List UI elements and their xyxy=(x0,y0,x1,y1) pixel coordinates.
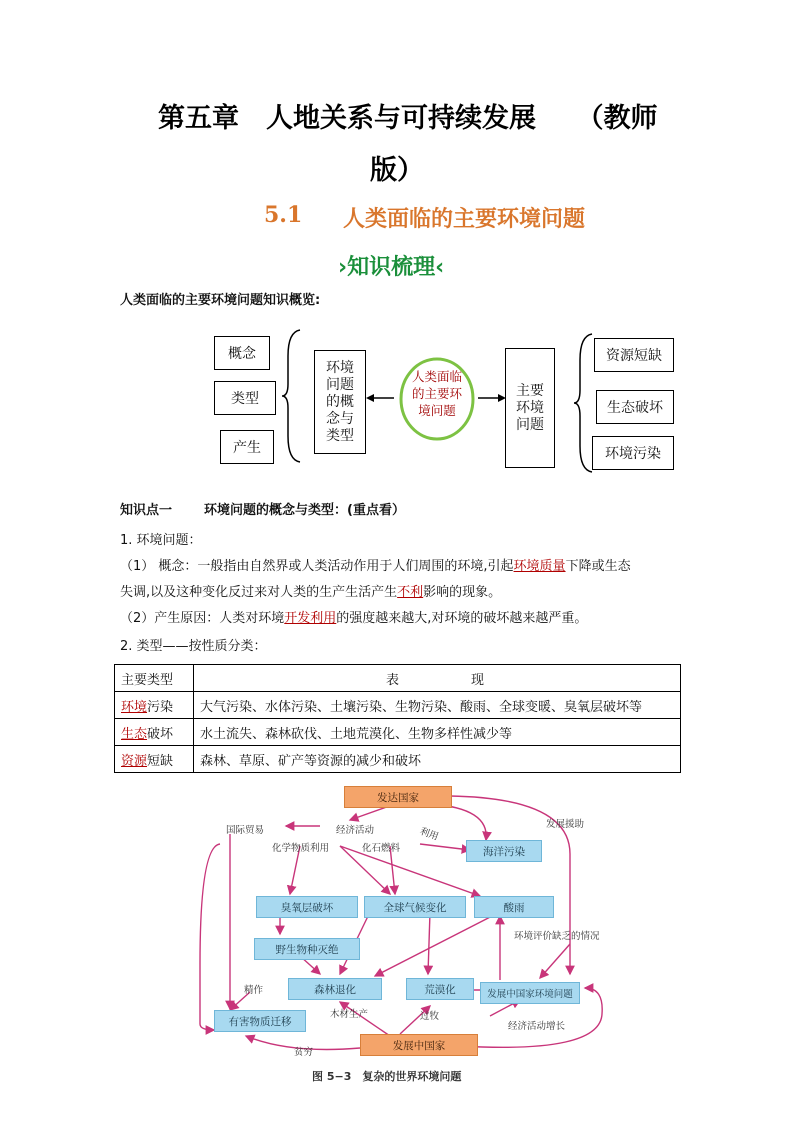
fig-node-developing: 发展中国家 xyxy=(360,1034,478,1056)
fig-label-aid: 发展援助 xyxy=(546,819,585,830)
table-cell-type xyxy=(115,719,194,746)
kp1-label: 知识点一 xyxy=(120,503,173,518)
fig-node-ozone: 臭氧层破坏 xyxy=(256,896,358,918)
env-pollution-box: 环境污染 xyxy=(592,436,674,470)
eco-damage-box: 生态破坏 xyxy=(596,390,674,424)
main-env-problem-label: 主要环境问题 xyxy=(516,382,544,433)
kp1-heading: 环境问题的概念与类型：(重点看） xyxy=(204,503,405,518)
main-env-problem-box xyxy=(505,348,555,468)
overview-label: 人类面临的主要环境问题知识概览: xyxy=(120,293,321,308)
fig-label-trade: 国际贸易 xyxy=(226,825,265,836)
fig-node-harmful: 有害物质迁移 xyxy=(214,1010,306,1032)
type-underline: 生态 xyxy=(121,726,148,742)
concept-underline-1: 环境质量 xyxy=(513,559,566,574)
fig-node-ocean: 海洋污染 xyxy=(466,840,542,862)
arrow-right-icon xyxy=(476,390,506,406)
fig-label-fossil: 化石燃料 xyxy=(362,843,401,854)
table-cell-type xyxy=(115,692,194,719)
table-cell-type xyxy=(115,746,194,773)
type-rest: 短缺 xyxy=(147,753,174,769)
concept-text-d: 影响的现象。 xyxy=(423,585,502,600)
item-1: 1. 环境问题： xyxy=(120,533,202,548)
chapter-title-line1: 第五章 人地关系与可持续发展 （教师 xyxy=(158,103,658,134)
figure-caption: 图 5−3 复杂的世界环境问题 xyxy=(312,1070,462,1083)
table-row xyxy=(115,746,681,773)
concept-text-c: 失调,以及这种变化反过来对人类的生产生活产生 xyxy=(120,585,398,600)
left-brace-icon xyxy=(280,326,310,466)
fig-node-desert: 荒漠化 xyxy=(406,978,474,1000)
type-rest: 污染 xyxy=(147,699,174,715)
fig-label-chem: 化学物质利用 xyxy=(272,843,330,854)
type-underline: 资源 xyxy=(121,753,148,769)
fig-label-eval: 环境评价缺乏的情况 xyxy=(514,931,600,942)
table-header-row xyxy=(115,665,681,692)
fig-label-econ: 经济活动 xyxy=(336,825,375,836)
table-header-cell: 主要类型 xyxy=(115,665,194,692)
fig-node-species: 野生物种灭绝 xyxy=(254,938,360,960)
fig-node-dev-env: 发展中国家环境问题 xyxy=(480,982,580,1004)
fig-node-climate: 全球气候变化 xyxy=(364,896,466,918)
concept-text-b: 下降或生态 xyxy=(565,559,631,574)
knowledge-banner: ›知识梳理‹ xyxy=(338,255,445,280)
fig-label-growth: 经济活动增长 xyxy=(508,1021,566,1032)
table-cell-desc: 森林、草原、矿产等资源的减少和破坏 xyxy=(194,746,681,773)
type-table xyxy=(114,664,681,773)
cause-paragraph xyxy=(120,608,587,630)
concept-box-1: 概念 xyxy=(214,336,270,370)
table-cell-desc: 大气污染、水体污染、土壤污染、生物污染、酸雨、全球变暖、臭氧层破坏等 xyxy=(194,692,681,719)
fig-label-poverty: 贫穷 xyxy=(294,1047,314,1058)
table-header-cell: 表 现 xyxy=(194,665,681,692)
cause-underline: 开发利用 xyxy=(284,611,337,626)
section-title: 人类面临的主要环境问题 xyxy=(343,206,586,232)
concept-text-a: （1） 概念：一般指由自然界或人类活动作用于人们周围的环境,引起 xyxy=(120,559,514,574)
table-row xyxy=(115,719,681,746)
concept-box-2: 类型 xyxy=(214,381,276,415)
cause-text-a: （2）产生原因：人类对环境 xyxy=(120,611,285,626)
concept-paragraph-line2 xyxy=(120,582,501,604)
table-cell-desc: 水土流失、森林砍伐、土地荒漠化、生物多样性减少等 xyxy=(194,719,681,746)
type-rest: 破坏 xyxy=(147,726,174,742)
table-row xyxy=(115,692,681,719)
type-underline: 环境 xyxy=(121,699,148,715)
chapter-title-line2: 版） xyxy=(370,155,424,186)
fig-node-acid: 酸雨 xyxy=(474,896,554,918)
item-2: 2. 类型——按性质分类： xyxy=(120,639,267,654)
concept-underline-2: 不利 xyxy=(397,585,424,600)
cause-text-b: 的强度越来越大,对环境的破坏越来越严重。 xyxy=(336,611,588,626)
center-oval-label: 人类面临的主要环境问题 xyxy=(411,369,462,418)
fig-node-forest: 森林退化 xyxy=(288,978,382,1000)
env-problem-type-label: 环境问题的概念与类型 xyxy=(326,359,354,444)
fig-label-use: 利用 xyxy=(418,825,440,843)
resource-shortage-box: 资源短缺 xyxy=(594,338,674,372)
fig-label-graze: 过牧 xyxy=(420,1011,440,1022)
fig-label-timber: 木材生产 xyxy=(330,1009,369,1020)
concept-box-3: 产生 xyxy=(220,430,274,464)
arrow-left-icon xyxy=(366,390,396,406)
fig-label-farm: 精作 xyxy=(244,985,264,996)
section-number: 5.1 xyxy=(264,202,303,228)
env-problem-type-box xyxy=(314,350,366,454)
concept-paragraph-line1 xyxy=(120,556,631,578)
fig-node-developed: 发达国家 xyxy=(344,786,452,808)
